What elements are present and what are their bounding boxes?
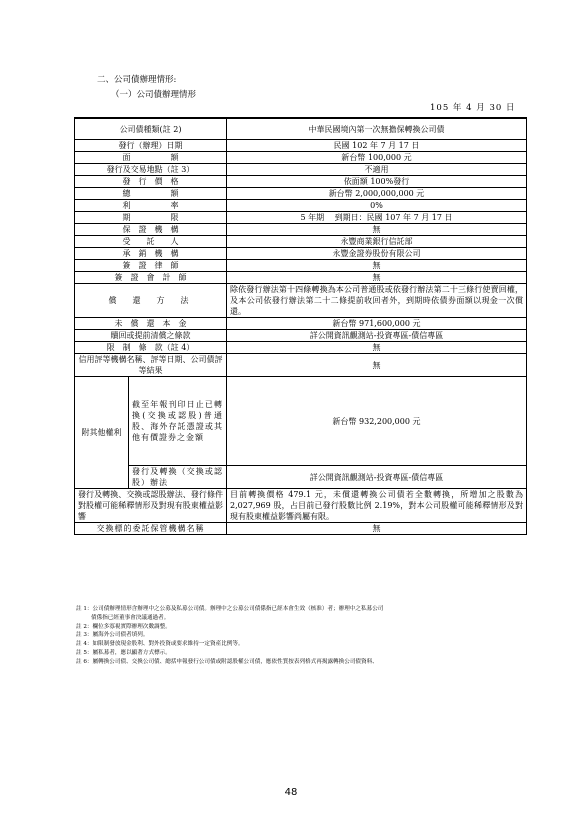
row-value: 不適用	[227, 164, 527, 176]
row-label: 利 率	[75, 200, 227, 212]
table-row	[75, 200, 527, 212]
repayment-label: 償 還 方 法	[75, 284, 227, 318]
row-label: 發行及交易地點（註 3）	[75, 164, 227, 176]
row-value: 詳公開資訊觀測站-投資專區-債信專區	[227, 330, 527, 342]
footnote-line: 債係指已經董事會決議通過者。	[91, 614, 170, 621]
row-value: 無	[227, 354, 527, 377]
report-date: 105 年 4 月 30 日	[430, 103, 516, 113]
other-rights-sub1-value: 新台幣 932,200,000 元	[227, 377, 527, 466]
table-row-other-rights-1	[75, 377, 527, 466]
row-value: 無	[227, 224, 527, 236]
page-number: 48	[284, 787, 298, 798]
row-label: 未 償 還 本 金	[75, 318, 227, 330]
table-row	[75, 212, 527, 224]
repayment-value: 除依發行辦法第十四條轉換為本公司普通股或依發行辦法第二十三條行使賣回權，及本公司依發行辦法第二十二條提前收回者外，到期時依債券面額以現金一次償還。	[227, 284, 527, 318]
row-value: 無	[227, 272, 527, 284]
subsection-title: （一）公司債辦理情形	[111, 90, 197, 100]
row-label: 承 銷 機 構	[75, 248, 227, 260]
row-value: 永豐金證券股份有限公司	[227, 248, 527, 260]
footnotes	[76, 605, 528, 667]
other-rights-sub2-label: 發行及轉換（交換或認股）辦法	[129, 466, 227, 489]
footnote-line: 註 4：如限制發放現金股利、對外投資或要求維持一定資產比例等。	[76, 641, 244, 648]
footnote-line: 註 3：屬海外公司債者填列。	[76, 632, 149, 639]
row-label: 總 額	[75, 188, 227, 200]
table-row	[75, 224, 527, 236]
header-value: 中華民國境內第一次無擔保轉換公司債	[227, 118, 527, 140]
row-label: 簽 證 律 師	[75, 260, 227, 272]
table-row	[75, 318, 527, 330]
table-row-other-rights-2	[75, 466, 527, 489]
row-label: 限 制 條 款（註 4）	[75, 342, 227, 354]
row-label: 贖回或提前清償之條款	[75, 330, 227, 342]
table-row	[75, 176, 527, 188]
row-value: 無	[227, 260, 527, 272]
table-row-dilution	[75, 489, 527, 523]
custodian-value: 無	[227, 523, 527, 535]
row-value: 永豐商業銀行信託部	[227, 236, 527, 248]
row-label: 受 託 人	[75, 236, 227, 248]
row-value: 新台幣 2,000,000,000 元	[227, 188, 527, 200]
custodian-label: 交換標的委託保管機構名稱	[75, 523, 227, 535]
section-title: 二、公司債辦理情形:	[97, 75, 177, 85]
table-row	[75, 248, 527, 260]
row-value: 5 年期 到期日：民國 107 年 7 月 17 日	[227, 212, 527, 224]
table-row	[75, 342, 527, 354]
dilution-label: 發行及轉換、交換或認股辦法、發行條件對股權可能稀釋情形及對現有股東權益影響	[75, 489, 227, 523]
row-value: 無	[227, 342, 527, 354]
row-label: 保 證 機 構	[75, 224, 227, 236]
row-value: 0%	[227, 200, 527, 212]
row-value: 民國 102 年 7 月 17 日	[227, 140, 527, 152]
row-label: 期 限	[75, 212, 227, 224]
table-row	[75, 164, 527, 176]
row-label: 發行（辦理）日期	[75, 140, 227, 152]
row-value: 新台幣 971,600,000 元	[227, 318, 527, 330]
footnote-line: 註 6：屬轉換公司債、交換公司債、總括申報發行公司債或附認股權公司債，應依性質按表列格式再揭露轉換公司債資料、	[76, 658, 378, 665]
row-value: 依面額 100%發行	[227, 176, 527, 188]
other-rights-sub1-label: 截至年報刊印日止已轉換(交換或認股)普通股、海外存託憑證或其他有價證券之金額	[129, 377, 227, 466]
dilution-value: 目前轉換價格 479.1 元，未償還轉換公司債若全數轉換，所增加之股數為 2,027,969 股，占目前已發行股數比例 2.19%，對本公司股權可能稀釋情形及對現有股東權益影響尚屬有限。	[227, 489, 527, 523]
table-header-row	[75, 118, 527, 140]
table-row	[75, 354, 527, 377]
row-label: 簽 證 會 計 師	[75, 272, 227, 284]
table-row	[75, 330, 527, 342]
other-rights-sub2-value: 詳公開資訊觀測站-投資專區-債信專區	[227, 466, 527, 489]
row-label: 發 行 價 格	[75, 176, 227, 188]
table-row	[75, 272, 527, 284]
table-row	[75, 260, 527, 272]
other-rights-label: 附其他權利	[75, 377, 129, 489]
table-row-repayment	[75, 284, 527, 318]
header-label: 公司債種類(註 2)	[75, 118, 227, 140]
bond-table	[74, 117, 527, 535]
table-row	[75, 188, 527, 200]
table-row	[75, 140, 527, 152]
table-row-custodian	[75, 523, 527, 535]
footnote-line: 註 1：公司債辦理情形含辦理中之公募及私募公司債。辦理中之公募公司債係指已經本會生效（核准）者；辦理中之私募公司	[76, 606, 384, 612]
row-label: 面 額	[75, 152, 227, 164]
row-label: 信用評等機構名稱、評等日期、公司債評等結果	[75, 354, 227, 377]
footnote-line: 註 5：屬私募者，應以顯著方式標示。	[76, 649, 171, 656]
row-value: 新台幣 100,000 元	[227, 152, 527, 164]
table-row	[75, 152, 527, 164]
footnote-line: 註 2：欄位多寡視實際辦理次數調整。	[76, 623, 171, 630]
table-row	[75, 236, 527, 248]
